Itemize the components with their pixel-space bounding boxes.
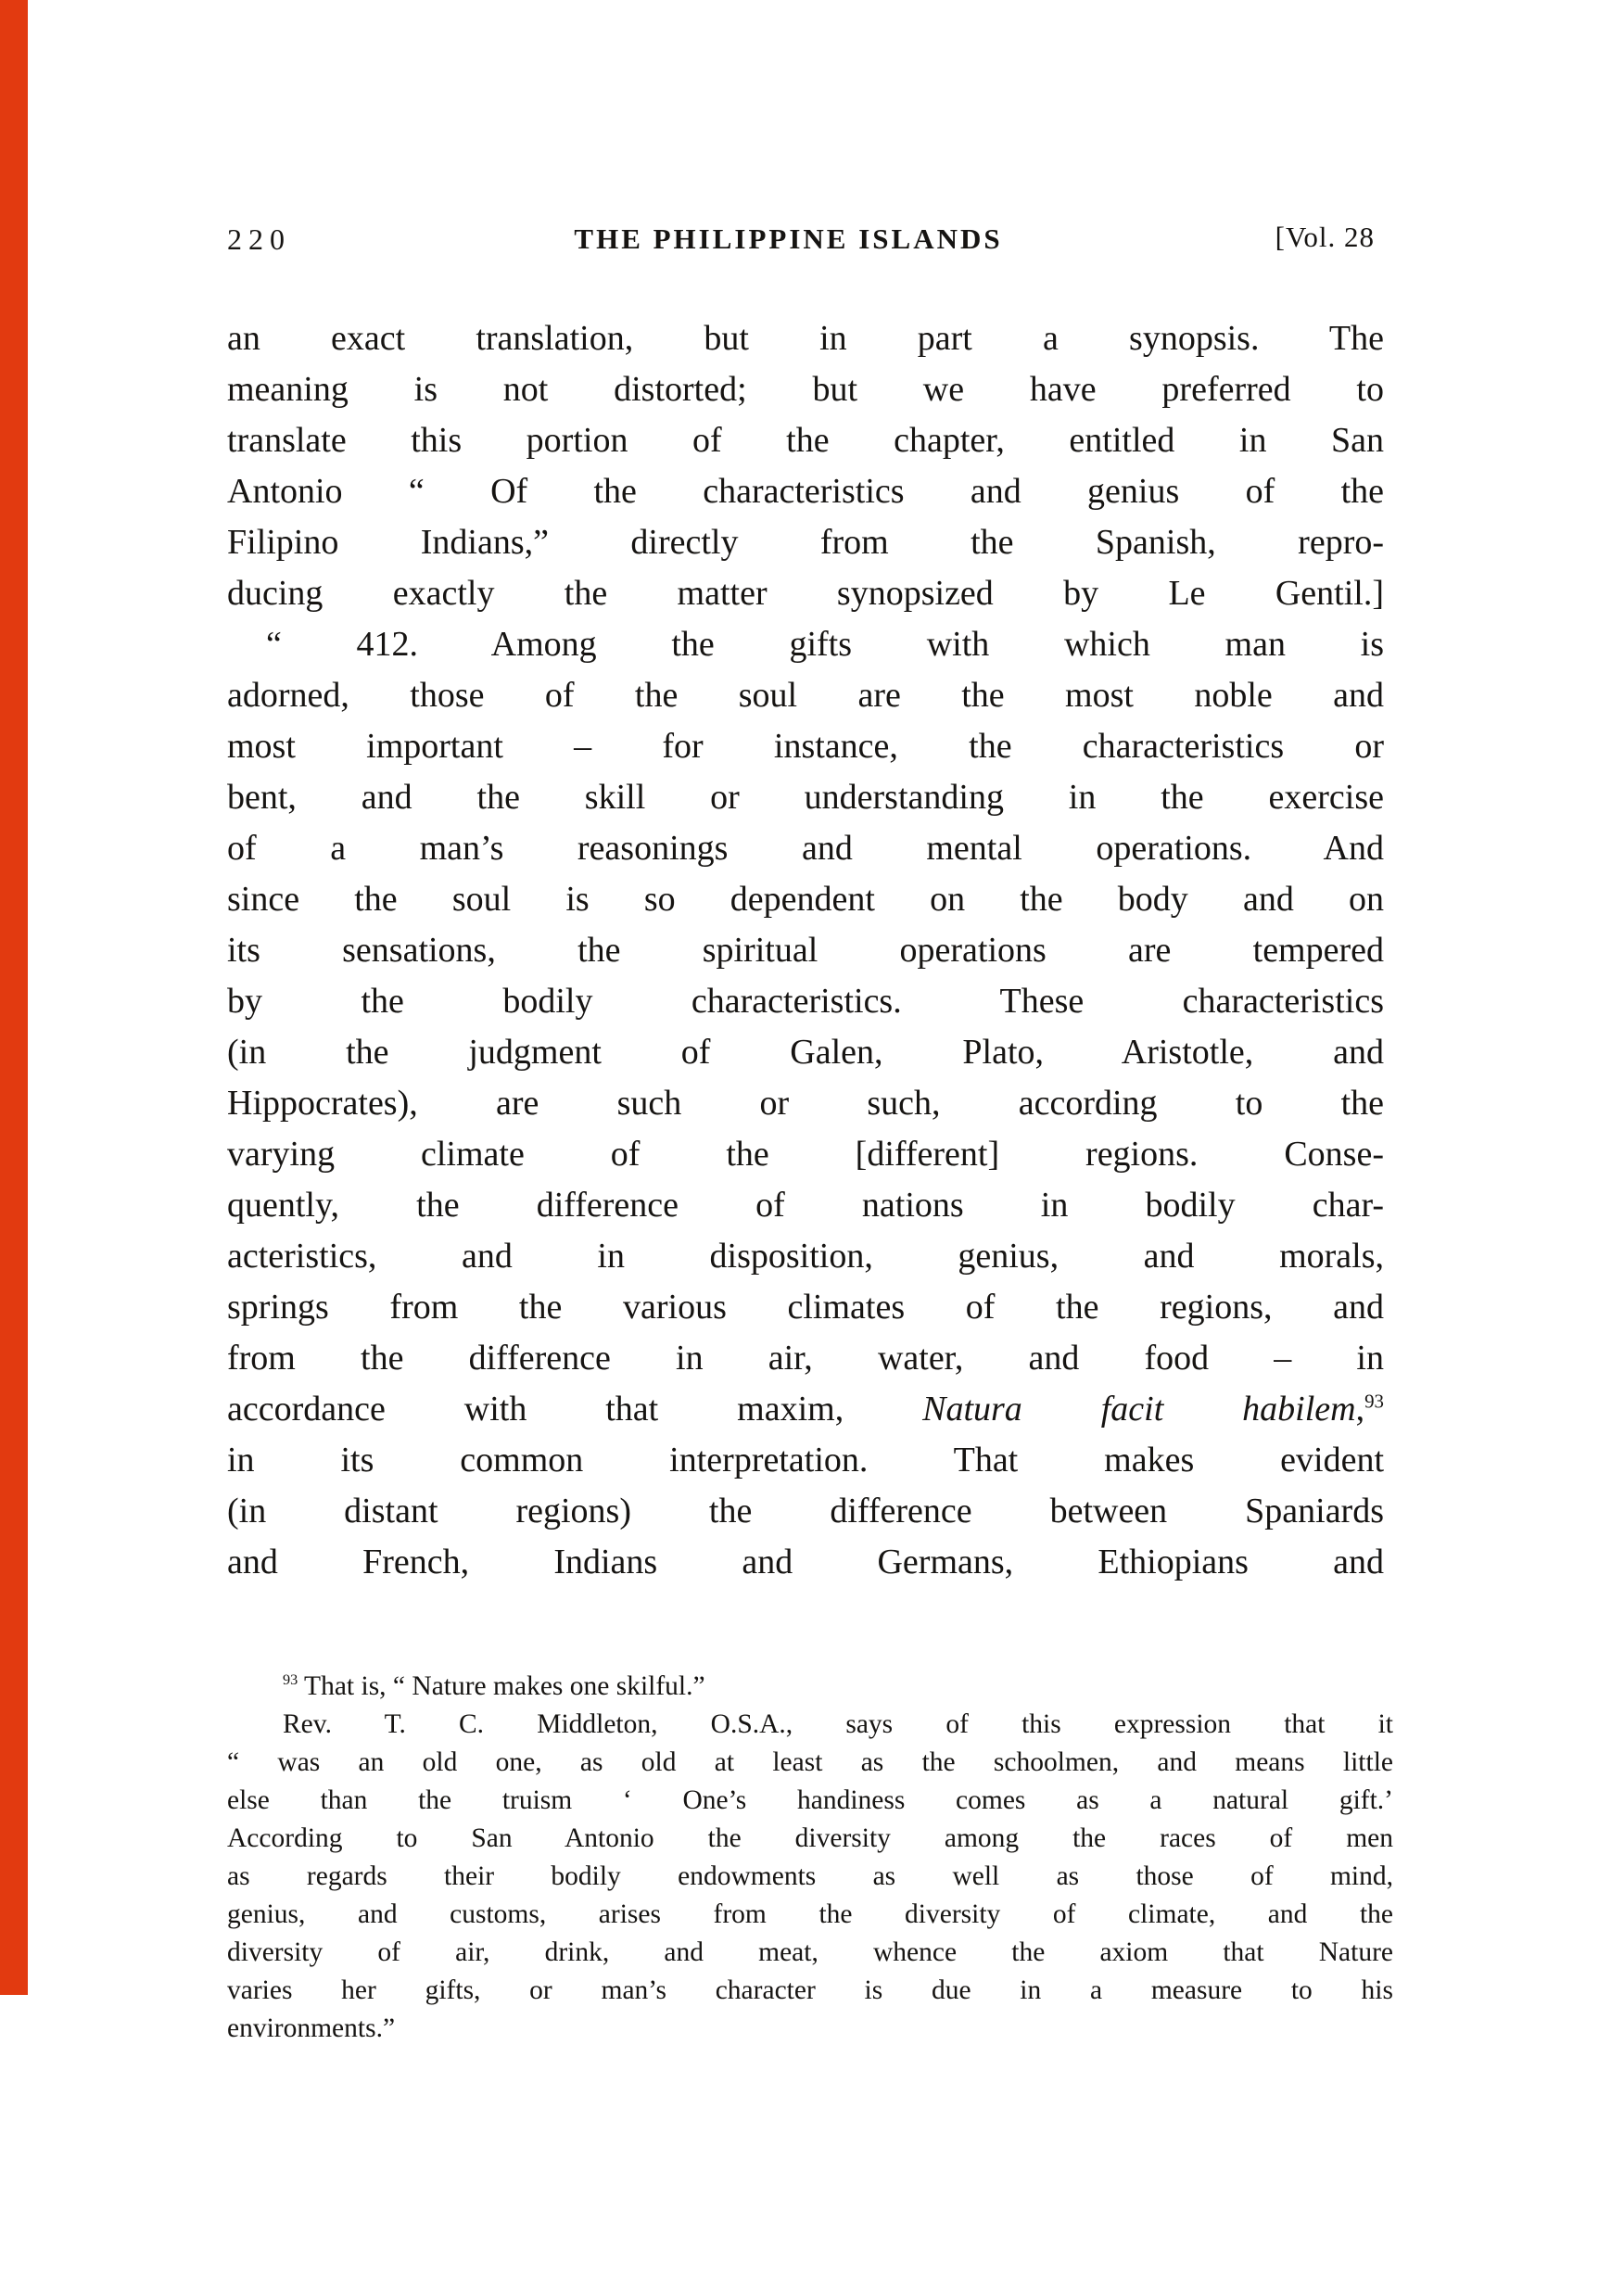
body-text-line: acteristics, and in disposition, genius, and morals, (227, 1237, 1384, 1276)
body-text-line: ducing exactly the matter synopsized by Le Gentil.] (227, 574, 1384, 613)
body-text-line: of a man’s reasonings and mental operations. And (227, 829, 1384, 868)
footnote-paragraph-marker (227, 1668, 1393, 1706)
running-title: THE PHILIPPINE ISLANDS (574, 222, 1003, 255)
body-text-line: since the soul is so dependent on the body and on (227, 880, 1384, 919)
body-text-line: an exact translation, but in part a synopsis. The (227, 319, 1384, 358)
body-text-line: by the bodily characteristics. These characteristics (227, 982, 1384, 1021)
body-text-line: bent, and the skill or understanding in the exercise (227, 778, 1384, 817)
body-paragraph-412 (227, 619, 1384, 1588)
footnote-line: “ was an old one, as old at least as the schoolmen, and means little (227, 1747, 1393, 1777)
footnote-line: Rev. T. C. Middleton, O.S.A., says of this expression that it (283, 1709, 1393, 1739)
body-text-line: (in the judgment of Galen, Plato, Aristotle, and (227, 1033, 1384, 1072)
footnote-line: environments.” (227, 2013, 396, 2043)
body-text-line: “ 412. Among the gifts with which man is (266, 625, 1384, 664)
body-text-line: from the difference in air, water, and food – in (227, 1339, 1384, 1378)
body-text-line: adorned, those of the soul are the most noble and (227, 676, 1384, 715)
body-text-line: (in distant regions) the difference between Spaniards (227, 1492, 1384, 1530)
page-content (227, 221, 1393, 2048)
body-text-line: springs from the various climates of the regions, and (227, 1288, 1384, 1327)
body-text (227, 313, 1384, 1588)
body-text-line: quently, the difference of nations in bodily char- (227, 1186, 1384, 1225)
left-binding-stripe (0, 0, 28, 1995)
footnote-line: $^{93}$ That is, “ Nature makes one skilful.” (283, 1671, 705, 1701)
body-text-line: and French, Indians and Germans, Ethiopians and (227, 1543, 1384, 1581)
footnote-line: According to San Antonio the diversity among the races of men (227, 1823, 1393, 1853)
body-text-line: in its common interpretation. That makes evident (227, 1441, 1384, 1480)
footnote-line: diversity of air, drink, and meat, whence the axiom that Nature (227, 1937, 1393, 1967)
body-text-line: accordance with that maxim, Natura facit habilem,$^{93}$ (227, 1390, 1384, 1429)
footnote-line: genius, and customs, arises from the diversity of climate, and the (227, 1899, 1393, 1929)
body-text-line: translate this portion of the chapter, entitled in San (227, 421, 1384, 460)
body-paragraph-continuation (227, 313, 1384, 619)
footnote-paragraph-middleton (227, 1706, 1393, 2048)
body-text-line: varying climate of the [different] regions. Conse- (227, 1135, 1384, 1174)
page-header (227, 222, 1384, 265)
page-number: 220 (227, 222, 291, 256)
footnote-line: else than the truism ‘ One’s handiness comes as a natural gift.’ (227, 1785, 1393, 1815)
footnote-block (227, 1668, 1393, 2048)
body-text-line: meaning is not distorted; but we have preferred to (227, 370, 1384, 409)
body-text-line: most important – for instance, the characteristics or (227, 727, 1384, 766)
volume-label: [Vol. 28 (1275, 221, 1375, 253)
footnote-line: as regards their bodily endowments as well as those of mind, (227, 1861, 1393, 1891)
body-text-line: its sensations, the spiritual operations are tempered (227, 931, 1384, 970)
body-text-line: Filipino Indians,” directly from the Spanish, repro- (227, 523, 1384, 562)
body-text-line: Antonio “ Of the characteristics and genius of the (227, 472, 1384, 511)
body-text-line: Hippocrates), are such or such, according to the (227, 1084, 1384, 1123)
footnote-line: varies her gifts, or man’s character is due in a measure to his (227, 1975, 1393, 2005)
